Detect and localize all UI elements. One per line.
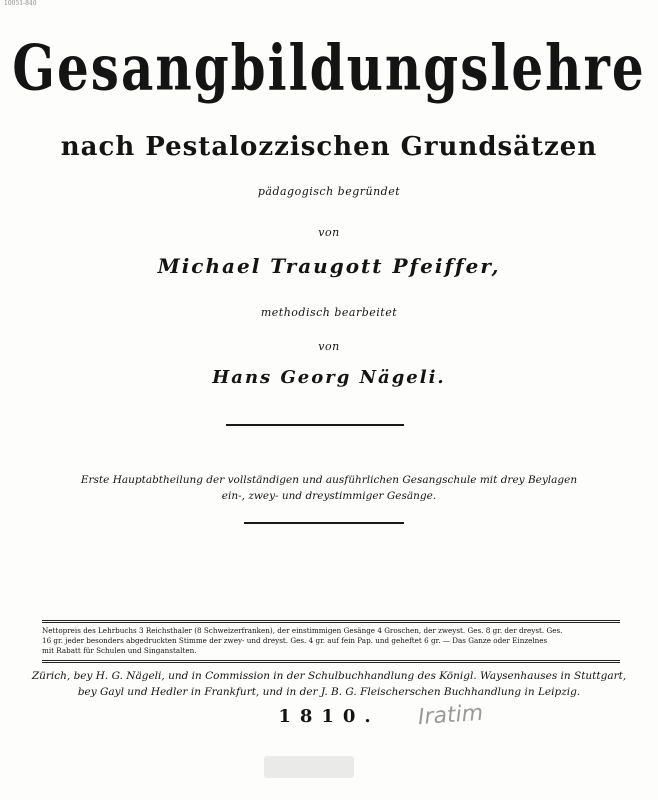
von-line-2: von xyxy=(318,340,340,353)
faint-stamp xyxy=(264,756,354,778)
divider-rule-1 xyxy=(226,424,404,426)
von-line-1: von xyxy=(318,226,340,239)
publisher-line-2: bey Gayl und Hedler in Frankfurt, und in der J. B. G. Fleischerschen Buchhandlung in Leipzig. xyxy=(77,686,581,698)
editor-name: Hans Georg Nägeli. xyxy=(212,367,446,388)
description-line-1: Erste Hauptabtheilung der vollständigen und ausführlichen Gesangschule mit drey Beylagen xyxy=(80,474,578,486)
paedagogisch-line: pädagogisch begründet xyxy=(257,185,401,198)
price-note-line-3: mit Rabatt für Schulen und Singanstalten. xyxy=(42,646,197,655)
description-line-2: ein-, zwey- und dreystimmiger Gesänge. xyxy=(221,490,437,502)
price-note-line-1: Nettopreis des Lehrbuchs 3 Reichsthaler (8 Schweizerfranken), der einstimmigen Gesänge 4 Groschen, der zweyst. Ges. 8 gr. der dreyst. Ges. xyxy=(42,626,563,635)
handwritten-note: Iratim xyxy=(417,700,484,731)
book-title: Gesangbildungslehre xyxy=(12,30,646,105)
methodisch-line: methodisch bearbeitet xyxy=(260,306,398,319)
price-note-line-2: 16 gr. jeder besonders abgedruckten Stimme der zwey- und dreyst. Ges. 4 gr. auf fein Pap. und geheftet 6 gr. — Das Ganze oder Einzelnes xyxy=(42,636,548,645)
author-name: Michael Traugott Pfeiffer, xyxy=(157,254,501,278)
divider-rule-2 xyxy=(244,522,404,524)
book-subtitle: nach Pestalozzischen Grundsätzen xyxy=(60,132,598,162)
library-mark: 10051-840 xyxy=(4,0,37,7)
publication-year: 1810. xyxy=(278,706,380,727)
publisher-line-1: Zürich, bey H. G. Nägeli, und in Commission in der Schulbuchhandlung des Königl. Waysenhauses in Stuttgart, xyxy=(31,670,627,682)
price-note xyxy=(42,620,620,663)
